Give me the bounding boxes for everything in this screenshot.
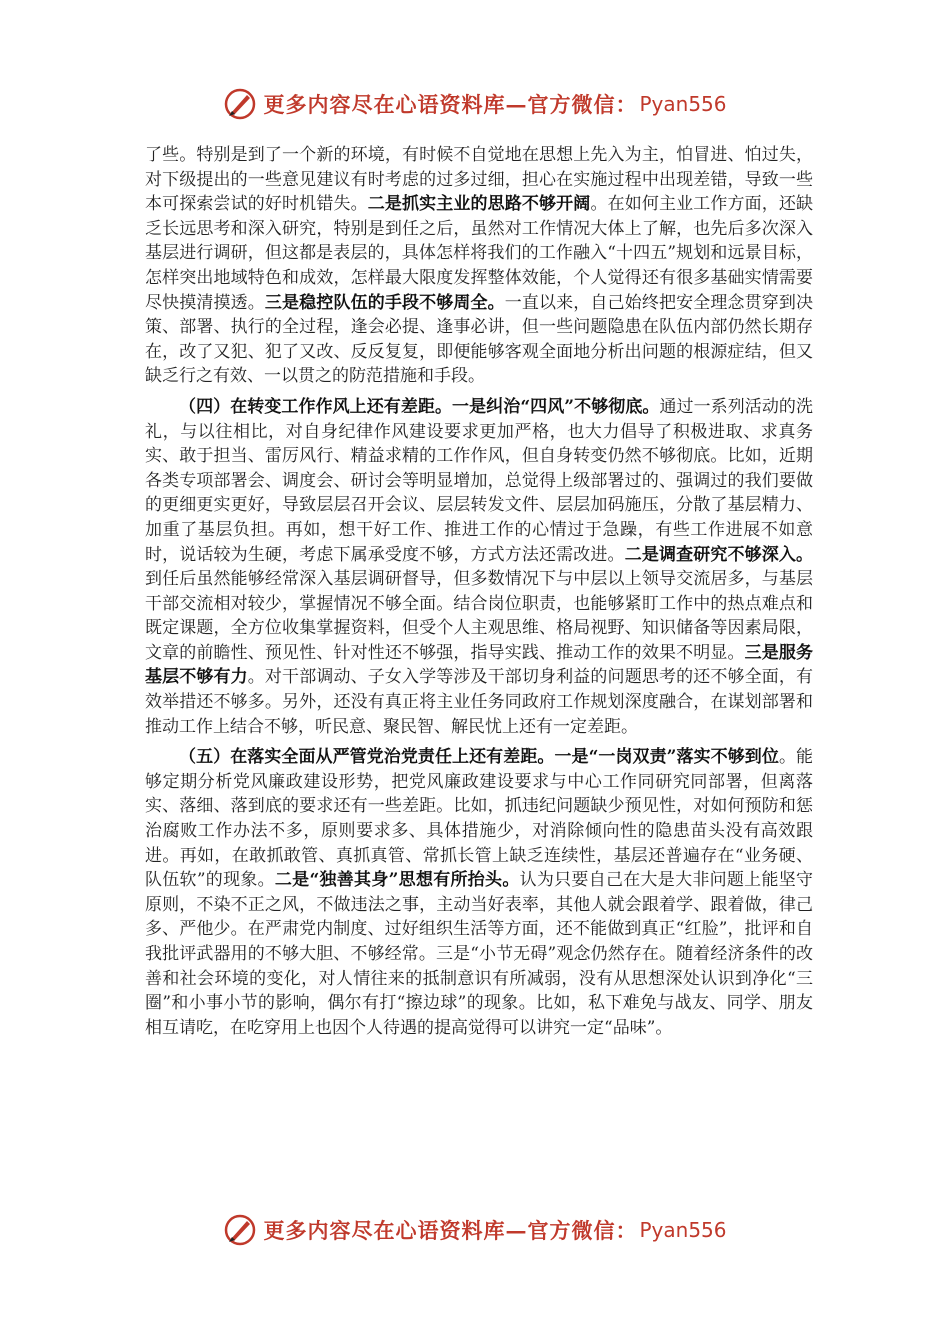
body-text: 了些。特别是到了一个新的环境，有时候不自觉地在思想上先入为主，怕冒进、怕过失，对下级提出的一些意见建议有时考虑的过多过细，担心在实施过程中出现差错，导致一些本可探索尝试的好时机错失。 (145, 145, 813, 215)
bold-heading-text: 三是服务基层不够有力 (145, 642, 814, 688)
pen-logo-icon (223, 87, 257, 121)
body-text: 。能够定期分析党风廉政建设形势，把党风廉政建设要求与中心工作同研究同部署，但离落实、落细、落到底的要求还有一些差距。比如，抓违纪问题缺少预见性，对如何预防和惩治腐败工作办法不多，原则要求多、具体措施少，对消除倾向性的隐患苗头没有高效跟进。再如，在敢抓敢管、真抓真管、常抓长管上缺乏连续性，基层还普遍存在“业务硬、队伍软”的现象。 (145, 747, 814, 891)
body-text: 认为只要自己在大是大非问题上能坚守原则，不染不正之风，不做违法之事，主动当好表率，其他人就会跟着学、跟着做，律己多、严他少。在严肃党内制度、过好组织生活等方面，还不能做到真正“红脸”，批评和自我批评武器用的不够大胆、不够经常。三是“小节无碍”观念仍然存在。随着经济条件的改善和社会环境的变化，对人情往来的抵制意识有所减弱，没有从思想深处认识到净化“三圈”和小事小节的影响，偶尔有打“擦边球”的现象。比如，私下难免与战友、同学、朋友相互请吃，在吃穿用上也因个人待遇的提高觉得可以讲究一定“品味”。 (145, 870, 813, 1038)
bold-heading-text: （四）在转变工作作风上还有差距。一是纠治“四风”不够彻底。 (179, 396, 660, 417)
watermark-wechat-id: Pyan556 (639, 1218, 727, 1242)
body-text: 到任后虽然能够经常深入基层调研督导，但多数情况下与中层以上领导交流居多，与基层干部交流相对较少，掌握情况不够全面。结合岗位职责，也能够紧盯工作中的热点难点和既定课题，全方位收集掌握资料，但受个人主观思维、格局视野、知识储备等因素局限，文章的前瞻性、预见性、针对性还不够强，指导实践、推动工作的效果不明显。 (145, 569, 813, 663)
document-body (145, 143, 813, 1046)
paragraph (145, 143, 813, 389)
bold-heading-text: 二是抓实主业的思路不够开阔 (367, 194, 591, 215)
watermark-wechat-id: Pyan556 (639, 92, 727, 116)
body-text: 。在如何主业工作方面，还缺乏长远思考和深入研究，特别是到任之后，虽然对工作情况大体上了解，也先后多次深入基层进行调研，但这都是表层的，具体怎样将我们的工作融入“十四五”规划和远景目标，怎样突出地域特色和成效，怎样最大限度发挥整体效能，个人觉得还有很多基础实情需要尽快摸清摸透。 (145, 194, 814, 313)
pen-logo-icon (223, 1213, 257, 1247)
bold-heading-text: 三是稳控队伍的手段不够周全。 (264, 292, 505, 313)
footer-watermark (0, 1210, 950, 1250)
watermark-text: 更多内容尽在心语资料库—官方微信： (263, 92, 638, 117)
body-text: 。对干部调动、子女入学等涉及干部切身利益的问题思考的还不够全面，有效举措还不够多。另外，还没有真正将主业任务同政府工作规划深度融合，在谋划部署和推动工作上结合不够，听民意、聚民智、解民忧上还有一定差距。 (145, 667, 814, 737)
paragraph (145, 745, 813, 1040)
bold-heading-text: （五）在落实全面从严管党治党责任上还有差距。一是“一岗双责”落实不够到位 (179, 747, 779, 768)
watermark-text: 更多内容尽在心语资料库—官方微信： (263, 1218, 638, 1243)
paragraph (145, 395, 813, 739)
bold-heading-text: 二是“独善其身”思想有所抬头。 (274, 870, 520, 891)
header-watermark (0, 84, 950, 124)
bold-heading-text: 二是调查研究不够深入。 (624, 544, 814, 565)
body-text: 通过一系列活动的洗礼，与以往相比，对自身纪律作风建设要求更加严格，也大力倡导了积极进取、求真务实、敢于担当、雷厉风行、精益求精的工作作风，但自身转变仍然不够彻底。比如，近期各类专项部署会、调度会、研讨会等明显增加，总觉得上级部署过的、强调过的我们要做的更细更实更好，导致层层召开会议、层层转发文件、层层加码施压，分散了基层精力、加重了基层负担。再如，想干好工作、推进工作的心情过于急躁，有些工作进展不如意时，说话较为生硬，考虑下属承受度不够，方式方法还需改进。 (145, 396, 813, 565)
body-text: 一直以来，自己始终把安全理念贯穿到决策、部署、执行的全过程，逢会必提、逢事必讲，但一些问题隐患在队伍内部仍然长期存在，改了又犯、犯了又改、反反复复，即便能够客观全面地分析出问题的根源症结，但又缺乏行之有效、一以贯之的防范措施和手段。 (145, 292, 814, 387)
